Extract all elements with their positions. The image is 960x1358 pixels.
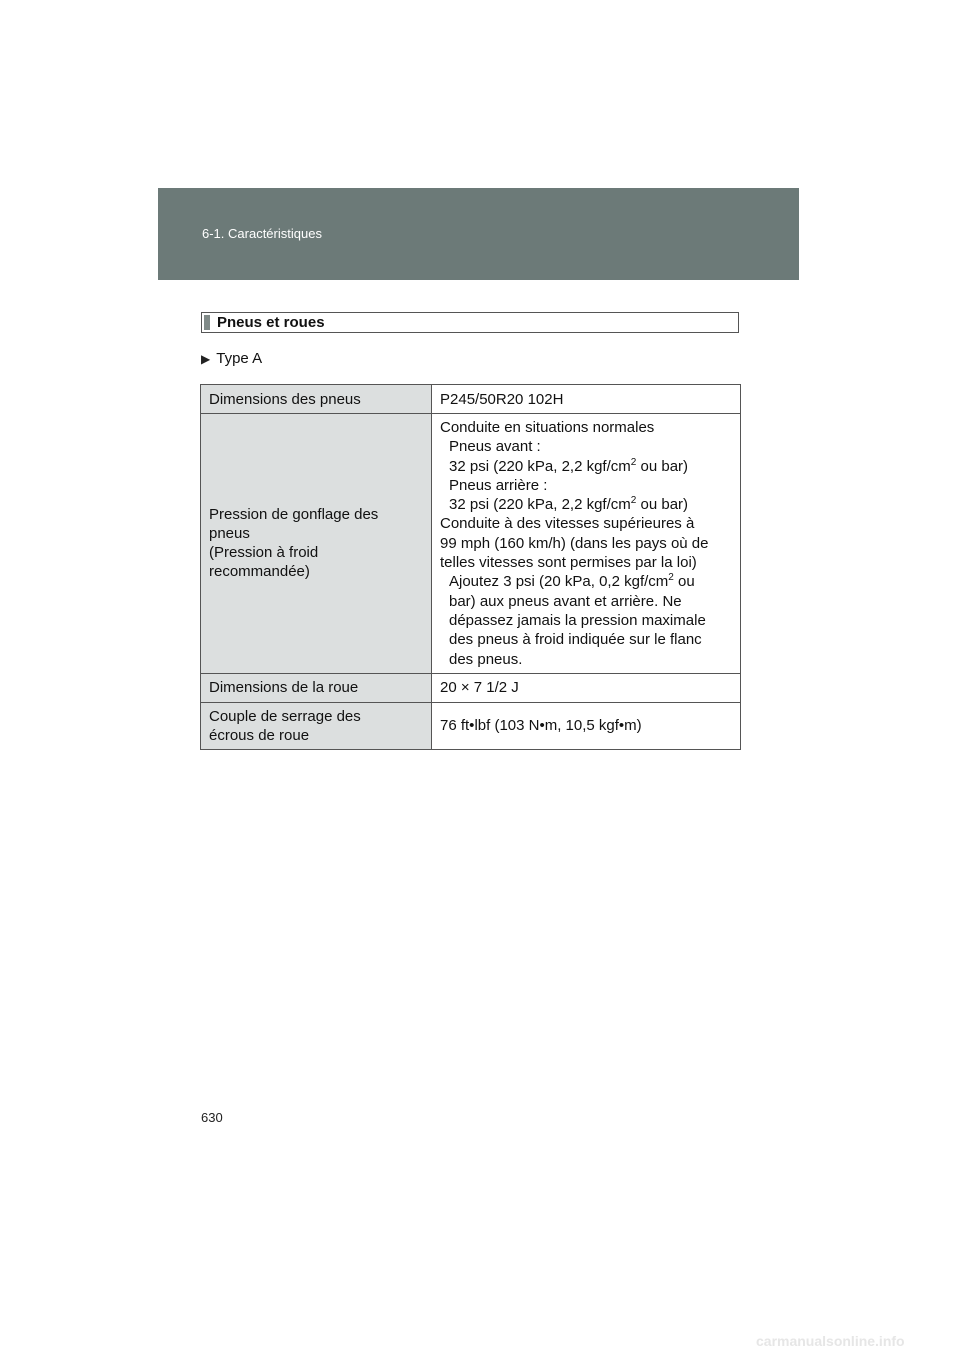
table-row <box>201 385 741 414</box>
row-value: 76 ft•lbf (103 N•m, 10,5 kgf•m) <box>432 702 741 749</box>
label-line: (Pression à froid <box>209 544 319 562</box>
section-header-band <box>158 188 799 280</box>
value-line: Ajoutez 3 psi (20 kPa, 0,2 kgf/$cm^2$ ou <box>449 572 695 591</box>
tire-spec-table <box>200 384 741 750</box>
superscript: 2 <box>630 456 637 468</box>
row-value <box>432 414 741 674</box>
heading-accent-bar <box>204 315 210 330</box>
row-label <box>201 414 432 674</box>
value-line: 32 psi (220 kPa, 2,2 kgf/$cm^2$ ou bar) <box>449 456 689 475</box>
value-line: des pneus à froid indiquée sur le flanc <box>449 631 702 649</box>
value-line: Conduite en situations normales <box>440 419 655 436</box>
watermark: carmanualsonline.info <box>756 1333 905 1349</box>
value-line: dépassez jamais la pression maximale <box>449 611 706 629</box>
value-line: bar) aux pneus avant et arrière. Ne <box>449 592 682 610</box>
pressure-text-block <box>440 418 732 669</box>
table-row <box>201 673 741 702</box>
table-row <box>201 414 741 674</box>
label-line: recommandée) <box>209 563 310 581</box>
row-label: Dimensions des pneus <box>201 385 432 414</box>
superscript: 2 <box>630 495 637 507</box>
table-row <box>201 702 741 749</box>
value-line: 99 mph (160 km/h) (dans les pays où de <box>440 534 709 552</box>
type-label-line <box>201 350 262 367</box>
heading-box <box>201 312 739 333</box>
page-number: 630 <box>201 1110 223 1125</box>
triangle-bullet-icon: ▶ <box>201 351 211 366</box>
value-line: 32 psi (220 kPa, 2,2 kgf/$cm^2$ ou bar) <box>449 495 689 514</box>
section-title: 6-1. Caractéristiques <box>202 226 322 241</box>
type-label: Type A <box>216 350 263 367</box>
row-label: Dimensions de la roue <box>201 673 432 702</box>
superscript: 2 <box>668 572 674 584</box>
value-line: Pneus arrière : <box>449 476 548 494</box>
row-value: P245/50R20 102H <box>432 385 741 414</box>
label-line: pneus <box>209 525 250 543</box>
label-line: Couple de serrage des <box>209 707 361 725</box>
label-line: Pression de gonflage des <box>209 506 379 524</box>
row-value: 20 × 7 1/2 J <box>432 673 741 702</box>
heading-title: Pneus et roues <box>217 314 325 331</box>
value-line: telles vitesses sont permises par la loi) <box>440 554 697 572</box>
value-line: des pneus. <box>449 650 523 668</box>
value-line: Conduite à des vitesses supérieures à <box>440 515 695 533</box>
row-label <box>201 702 432 749</box>
value-line: Pneus avant : <box>449 438 541 456</box>
label-line: écrous de roue <box>209 726 310 744</box>
